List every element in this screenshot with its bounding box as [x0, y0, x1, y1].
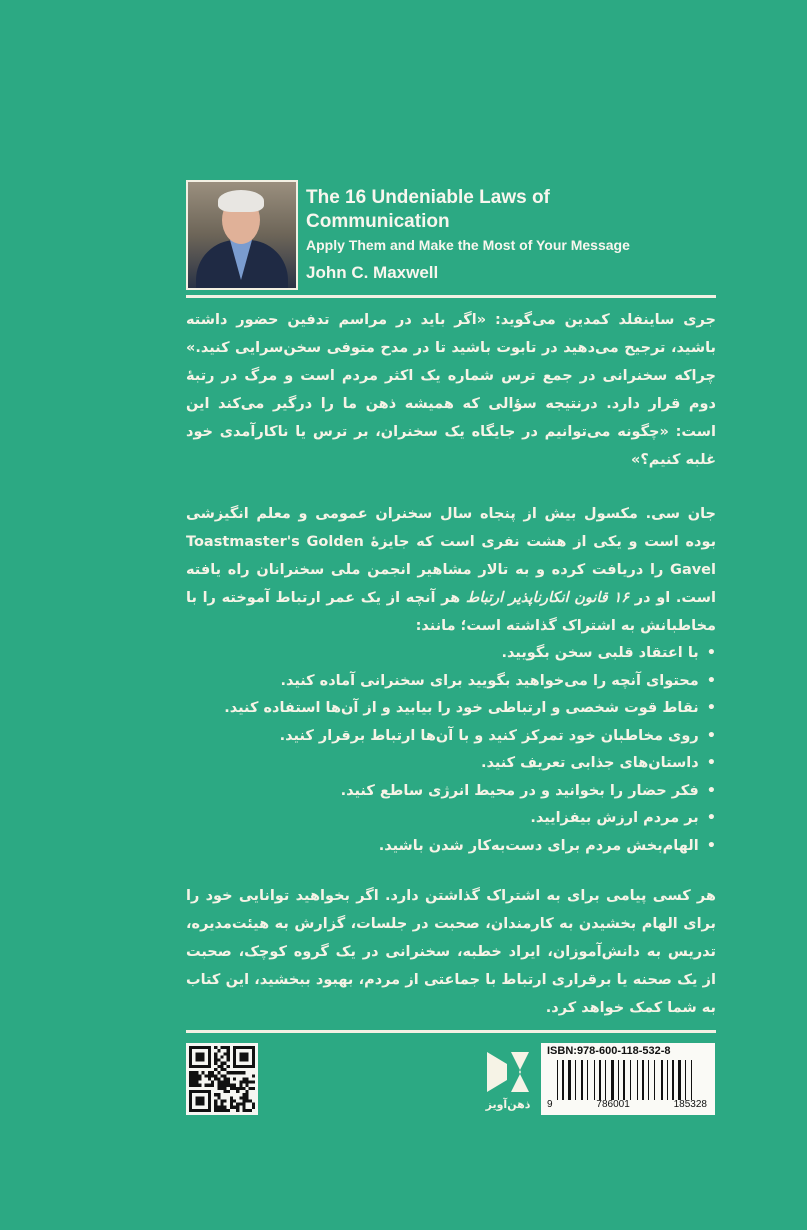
barcode-digit: 185328 — [673, 1099, 707, 1110]
intro-paragraph: جری ساینفلد کمدین می‌گوید: «اگر باید در مراسم تدفین حضور داشته باشید، ترجیح می‌دهید در تابوت باشید تا در مدح متوفی سخن‌سرایی کنید.» چراکه سخنرانی در جمع ترس شماره یک اکثر مردم است و مرگ در رتبهٔ دوم قرار دارد. درنتیجه سؤالی که همیشه ذهن ما را درگیر می‌کند این است: «چگونه می‌توانیم در جایگاه یک سخنران، بر ترس یا ناکارآمدی خود غلبه کنیم؟» — [186, 312, 716, 468]
publisher-logo — [483, 1050, 533, 1111]
isbn-barcode — [541, 1043, 715, 1115]
publisher-name: ذهن‌آویز — [485, 1098, 531, 1111]
list-item: • بر مردم ارزش بیفزایید. — [186, 805, 716, 833]
publisher-logo-icon — [485, 1050, 531, 1094]
author-name: John C. Maxwell — [306, 263, 439, 282]
book-title-persian: ۱۶ قانون انکارناپذیر ارتباط — [465, 590, 630, 606]
list-item: • با اعتقاد قلبی سخن بگویید. — [186, 640, 716, 668]
isbn-number: ISBN:978-600-118-532-8 — [547, 1045, 671, 1057]
divider-top — [186, 295, 716, 298]
list-item: • داستان‌های جذابی تعریف کنید. — [186, 750, 716, 778]
divider-bottom — [186, 1030, 716, 1033]
author-photo — [186, 180, 298, 290]
list-item: • نقاط قوت شخصی و ارتباطی خود را بیابید و از آن‌ها استفاده کنید. — [186, 695, 716, 723]
book-title: The 16 Undeniable Laws of Communication — [306, 187, 550, 232]
list-item: • الهام‌بخش مردم برای دست‌به‌کار شدن باشید. — [186, 833, 716, 861]
list-item: • فکر حضار را بخوانید و در محیط انرژی ساطع کنید. — [186, 778, 716, 806]
laws-list — [186, 640, 716, 860]
list-item: • محتوای آنچه را می‌خواهید بگویید برای سخنرانی آماده کنید. — [186, 668, 716, 696]
book-subtitle: Apply Them and Make the Most of Your Message — [306, 237, 630, 253]
author-paragraph: جان سی. مکسول بیش از پنجاه سال سخنران عمومی و معلم انگیزشی بوده است و یکی از هشت نفری است که جایزهٔ Toastmaster's Golden Gavel را دریافت کرده و به تالار مشاهیر انجمن ملی سخنرانان راه یافته است. او در ۱۶ قانون انکارناپذیر ارتباط هر آنچه از یک عمر ارتباط آموخته را با مخاطبانش به اشتراک گذاشته است؛ مانند: — [186, 506, 717, 634]
barcode-digit: 9 — [547, 1099, 553, 1110]
barcode-bars — [557, 1060, 707, 1100]
qr-code — [186, 1043, 258, 1115]
barcode-digit: 786001 — [596, 1099, 630, 1110]
list-item: • روی مخاطبان خود تمرکز کنید و با آن‌ها ارتباط برقرار کنید. — [186, 723, 716, 751]
closing-paragraph: هر کسی پیامی برای به اشتراک گذاشتن دارد. اگر بخواهید توانایی خود را برای الهام بخشیدن به کارمندان، صحبت در جلسات، گزارش به هیئت‌مدیره، تدریس به دانش‌آموزان، ایراد خطبه، سخنرانی در یک گروه کوچک، صحبت از یک صحنه یا برقراری ارتباط با جماعتی از مردم، بهبود ببخشید، این کتاب به شما کمک خواهد کرد. — [186, 888, 716, 1016]
